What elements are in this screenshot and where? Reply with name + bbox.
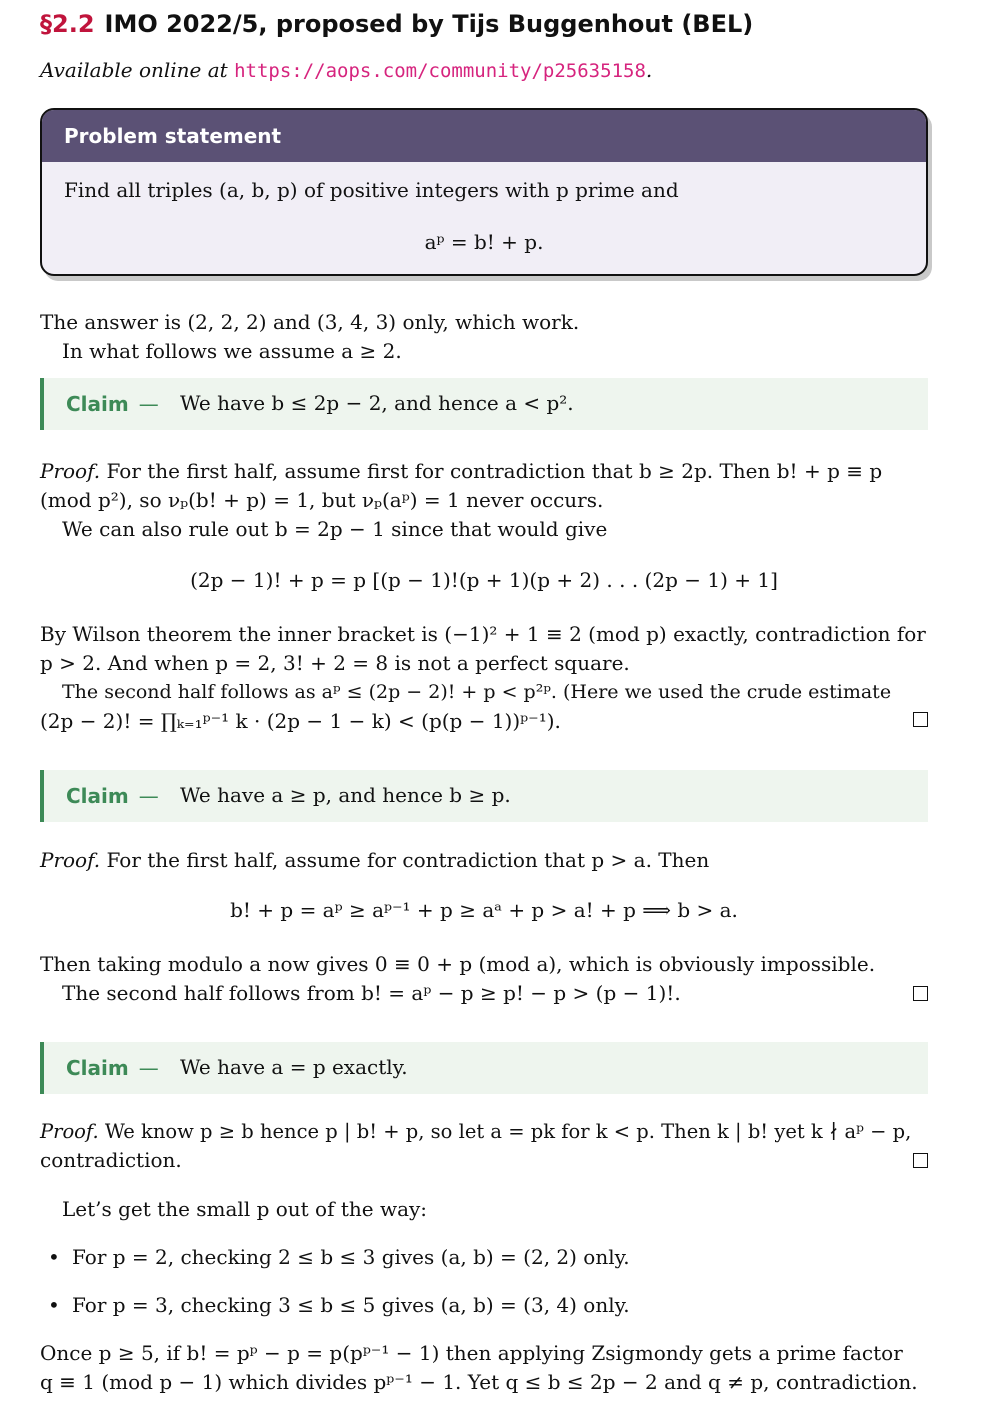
bullet-p-2: • For p = 2, checking 2 ≤ b ≤ 3 gives (a, b) = (2, 2) only. xyxy=(72,1243,630,1272)
claim-3-label: Claim — xyxy=(66,1056,159,1080)
problem-text: Find all triples (a, b, p) of positive integers with p prime and xyxy=(64,178,679,202)
claim-3 xyxy=(40,1042,928,1094)
claim-2-label: Claim — xyxy=(66,784,159,808)
problem-equation: aᵖ = b! + p. xyxy=(424,230,544,254)
qed-square xyxy=(913,712,928,727)
section-number: §2.2 xyxy=(40,10,95,38)
claim-3-text: We have a = p exactly. xyxy=(180,1055,408,1079)
available-suffix: . xyxy=(645,58,653,82)
aops-link[interactable]: https://aops.com/community/p25635158 xyxy=(234,60,646,82)
problem-statement-body xyxy=(42,162,926,274)
claim-2-text: We have a ≥ p, and hence b ≥ p. xyxy=(180,783,511,807)
problem-statement-box xyxy=(40,108,928,276)
assumption-line: In what follows we assume a ≥ 2. xyxy=(62,339,402,363)
proof-1-line-1: Proof. For the first half, assume first for contradiction that b ≥ 2p. Then b! + p ≡ p xyxy=(40,459,883,483)
claim-1 xyxy=(40,378,928,430)
proof-1-display-equation: (2p − 1)! + p = p [(p − 1)!(p + 1)(p + 2) . . . (2p − 1) + 1] xyxy=(190,568,778,592)
zsigmondy-line-2: q ≡ 1 (mod p − 1) which divides pᵖ⁻¹ − 1. Yet q ≤ b ≤ 2p − 2 and q ≠ p, contradiction. xyxy=(40,1370,918,1394)
proof-3-line-2: contradiction. xyxy=(40,1148,182,1172)
section-title: IMO 2022/5, proposed by Tijs Buggenhout (BEL) xyxy=(104,10,754,38)
available-online-line xyxy=(40,58,652,82)
zsigmondy-line-1: Once p ≥ 5, if b! = pᵖ − p = p(pᵖ⁻¹ − 1) then applying Zsigmondy gets a prime factor xyxy=(40,1341,903,1365)
proof-3-line-1: Proof. We know p ≥ b hence p | b! + p, so let a = pk for k < p. Then k | b! yet k ∤ aᵖ − p, xyxy=(40,1120,912,1143)
answer-line: The answer is (2, 2, 2) and (3, 4, 3) only, which work. xyxy=(40,310,580,334)
bullet-p-3: • For p = 3, checking 3 ≤ b ≤ 5 gives (a, b) = (3, 4) only. xyxy=(72,1291,630,1320)
proof-1-line-4: By Wilson theorem the inner bracket is (−1)² + 1 ≡ 2 (mod p) exactly, contradiction for xyxy=(40,622,926,646)
proof-1-line-6: The second half follows as aᵖ ≤ (2p − 2)! + p < p²ᵖ. (Here we used the crude estimate xyxy=(62,681,892,703)
proof-1-line-5: p > 2. And when p = 2, 3! + 2 = 8 is not a perfect square. xyxy=(40,651,630,675)
proof-2-display-equation: b! + p = aᵖ ≥ aᵖ⁻¹ + p ≥ aᵃ + p > a! + p ⟹ b > a. xyxy=(230,898,738,922)
proof-1-line-2: (mod p²), so νₚ(b! + p) = 1, but νₚ(aᵖ) = 1 never occurs. xyxy=(40,488,604,512)
qed-square xyxy=(913,1153,928,1168)
proof-2-line-1: Proof. For the first half, assume for contradiction that p > a. Then xyxy=(40,848,710,872)
problem-statement-heading: Problem statement xyxy=(42,110,926,162)
proof-1-line-3: We can also rule out b = 2p − 1 since that would give xyxy=(62,517,608,541)
claim-2 xyxy=(40,770,928,822)
proof-1-line-7: (2p − 2)! = ∏ₖ₌₁ᵖ⁻¹ k · (2p − 1 − k) < (p(p − 1))ᵖ⁻¹). xyxy=(40,709,561,733)
proof-2-line-3: The second half follows from b! = aᵖ − p ≥ p! − p > (p − 1)!. xyxy=(62,981,681,1005)
claim-1-label: Claim — xyxy=(66,392,159,416)
claim-1-text: We have b ≤ 2p − 2, and hence a < p². xyxy=(180,391,574,415)
proof-2-line-2: Then taking modulo a now gives 0 ≡ 0 + p (mod a), which is obviously impossible. xyxy=(40,952,876,976)
section-heading xyxy=(40,10,753,38)
small-p-intro: Let’s get the small p out of the way: xyxy=(62,1197,428,1221)
qed-square xyxy=(913,986,928,1001)
available-prefix: Available online at xyxy=(40,58,228,82)
